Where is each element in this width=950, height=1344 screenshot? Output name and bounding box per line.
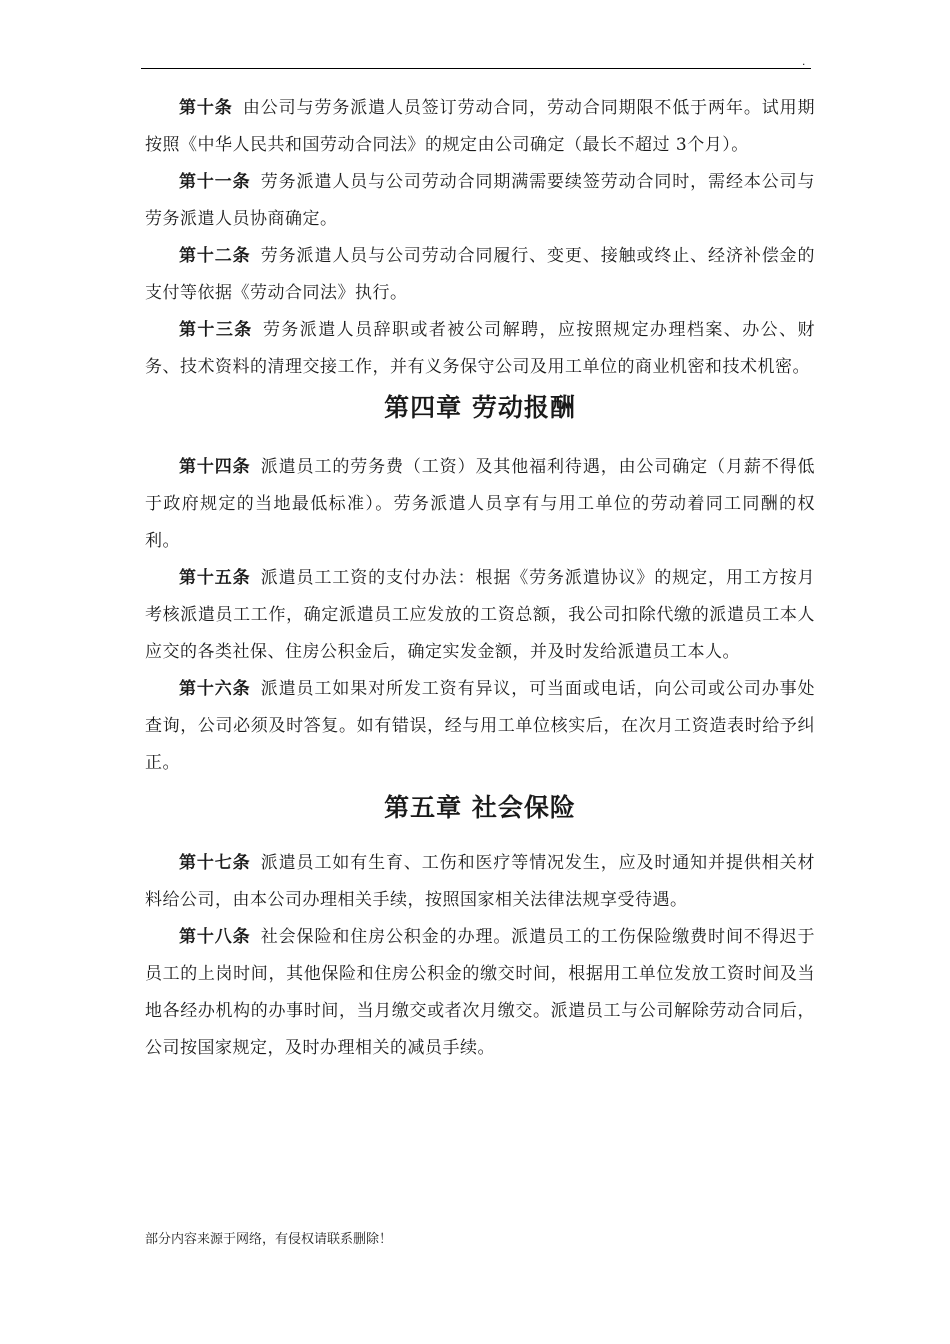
- article-text: 派遣员工如有生育、工伤和医疗等情况发生，应及时通知并提供相关材料给公司，由本公司办理相关手续，按照国家相关法律法规享受待遇。: [145, 853, 816, 910]
- article-label: 第十三条: [179, 320, 253, 340]
- article-text: 劳务派遣人员辞职或者被公司解聘，应按照规定办理档案、办公、财务、技术资料的清理交接工作，并有义务保守公司及用工单位的商业机密和技术机密。: [145, 320, 816, 377]
- header-rule: [141, 68, 811, 69]
- article-15: [145, 560, 815, 671]
- article-text: 派遣员工如果对所发工资有异议，可当面或电话，向公司或公司办事处查询，公司必须及时答复。如有错误，经与用工单位核实后，在次月工资造表时给予纠正。: [145, 679, 816, 773]
- article-text: 派遣员工工资的支付办法：根据《劳务派遣协议》的规定，用工方按月考核派遣员工工作，确定派遣员工应发放的工资总额，我公司扣除代缴的派遣员工本人应交的各类社保、住房公积金后，确定实发金额，并及时发给派遣员工本人。: [145, 568, 816, 662]
- article-label: 第十五条: [179, 568, 251, 588]
- article-text: 劳务派遣人员与公司劳动合同期满需要续签劳动合同时，需经本公司与劳务派遣人员协商确定。: [145, 172, 816, 229]
- article-12: [145, 238, 815, 312]
- article-label: 第十四条: [179, 457, 251, 477]
- article-18: [145, 919, 815, 1067]
- document-body: [145, 90, 815, 1067]
- article-label: 第十六条: [179, 679, 251, 699]
- article-label: 第十一条: [179, 172, 251, 192]
- article-11: [145, 164, 815, 238]
- chapter-4-heading: 第四章 劳动报酬: [384, 393, 576, 422]
- article-text: 社会保险和住房公积金的办理。派遣员工的工伤保险缴费时间不得迟于员工的上岗时间，其他保险和住房公积金的缴交时间，根据用工单位发放工资时间及当地各经办机构的办事时间，当月缴交或者次月缴交。派遣员工与公司解除劳动合同后，公司按国家规定，及时办理相关的减员手续。: [145, 927, 816, 1058]
- article-text: 劳务派遣人员与公司劳动合同履行、变更、接触或终止、经济补偿金的支付等依据《劳动合同法》执行。: [145, 246, 816, 303]
- chapter-5-heading: 第五章 社会保险: [384, 793, 576, 822]
- article-text: 派遣员工的劳务费（工资）及其他福利待遇，由公司确定（月薪不得低于政府规定的当地最低标准）。劳务派遣人员享有与用工单位的劳动着同工同酬的权利。: [145, 457, 816, 551]
- article-label: 第十条: [179, 98, 233, 118]
- article-text: 由公司与劳务派遣人员签订劳动合同，劳动合同期限不低于两年。试用期按照《中华人民共和国劳动合同法》的规定由公司确定（最长不超过 3个月）。: [145, 98, 816, 155]
- header-dot: .: [802, 54, 806, 68]
- footer-disclaimer: 部分内容来源于网络，有侵权请联系删除！: [145, 1232, 393, 1247]
- article-label: 第十二条: [179, 246, 251, 266]
- article-13: [145, 312, 815, 386]
- article-17: [145, 845, 815, 919]
- article-14: [145, 449, 815, 560]
- article-label: 第十七条: [179, 853, 251, 873]
- article-16: [145, 671, 815, 782]
- article-label: 第十八条: [179, 927, 251, 947]
- article-10: [145, 90, 815, 164]
